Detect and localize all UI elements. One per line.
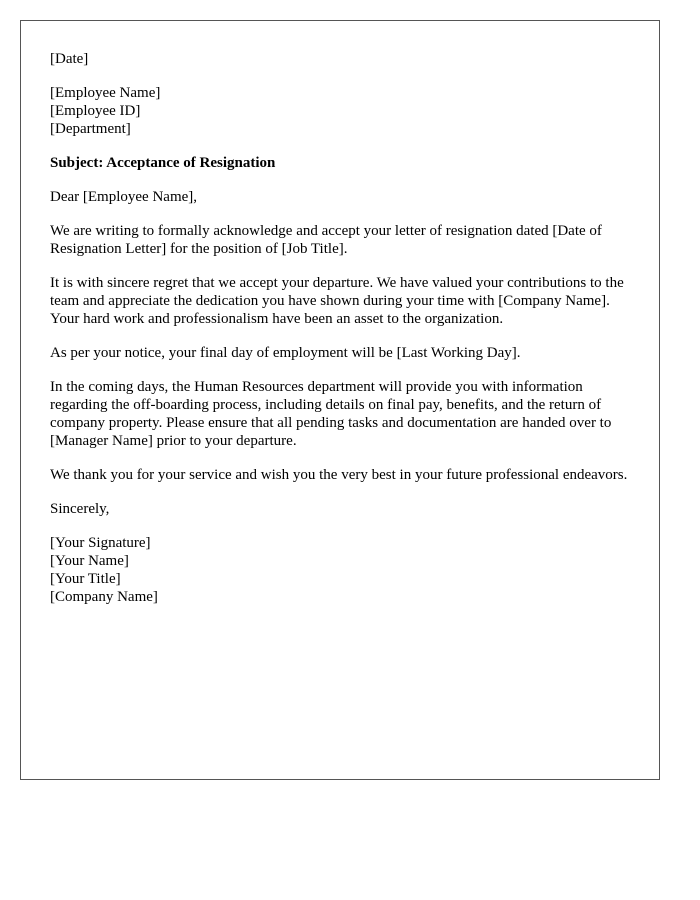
paragraph-acknowledgement: We are writing to formally acknowledge and accept your letter of resignation dated [Date of Resignation Letter] for the position of [Job Title]. <box>50 223 602 257</box>
signature-block <box>50 534 635 606</box>
signature-placeholder: [Your Signature] <box>50 535 151 551</box>
recipient-department: [Department] <box>50 121 131 137</box>
letter-salutation: Dear [Employee Name], <box>50 189 198 205</box>
signer-name: [Your Name] <box>50 553 129 569</box>
paragraph-offboarding: In the coming days, the Human Resources department will provide you with information regarding the off-boarding process, including details on final pay, benefits, and the return of company property. Please ensure that all pending tasks and documentation are handed over to [Manager Name] prior to your departure. <box>50 379 612 449</box>
closing-block <box>50 500 635 518</box>
letter-content <box>50 50 635 622</box>
recipient-name: [Employee Name] <box>50 85 161 101</box>
letter-page <box>20 20 660 780</box>
letter-date: [Date] <box>50 51 89 67</box>
salutation-block <box>50 188 635 206</box>
signer-company: [Company Name] <box>50 589 158 605</box>
date-block <box>50 50 635 68</box>
letter-closing: Sincerely, <box>50 501 110 517</box>
subject-block <box>50 154 635 172</box>
recipient-block <box>50 84 635 138</box>
paragraph-final-day: As per your notice, your final day of employment will be [Last Working Day]. <box>50 345 521 361</box>
letter-subject: Subject: Acceptance of Resignation <box>50 155 276 171</box>
recipient-id: [Employee ID] <box>50 103 141 119</box>
signer-title: [Your Title] <box>50 571 121 587</box>
paragraph-regret: It is with sincere regret that we accept your departure. We have valued your contributions to the team and appreciate the dedication you have shown during your time with [Company Name]. Your hard work and professionalism have been an asset to the organization. <box>50 275 624 327</box>
paragraph-thanks: We thank you for your service and wish you the very best in your future professional endeavors. <box>50 467 628 483</box>
